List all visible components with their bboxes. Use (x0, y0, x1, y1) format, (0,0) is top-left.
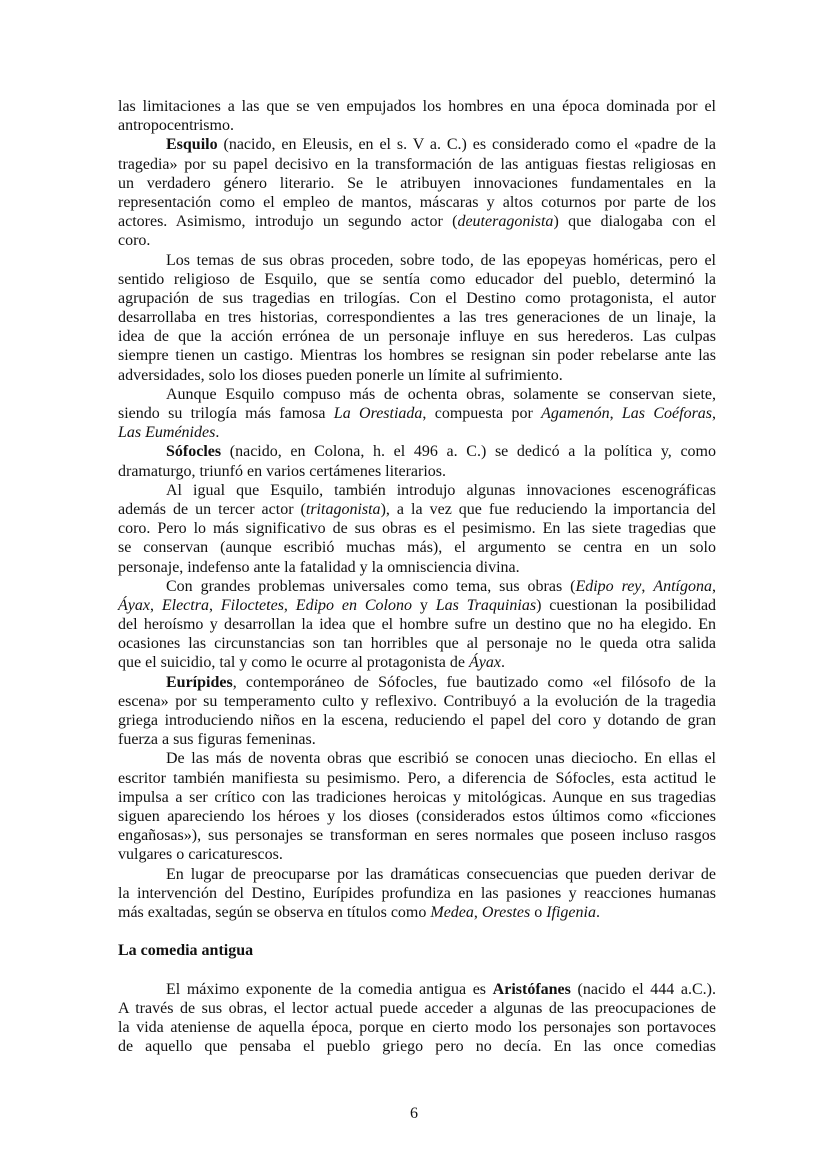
text-line (118, 251, 716, 270)
text-run: , (641, 577, 654, 595)
text-line (118, 174, 716, 193)
text-line (118, 270, 716, 289)
text-run: ocasiones las circunstancias son tan horribles que al personaje no le queda otra salida (118, 635, 716, 653)
italic-text: Ifigenia (546, 903, 596, 921)
text-line (118, 826, 716, 845)
text-run: , (208, 596, 221, 614)
text-line (118, 788, 716, 807)
text-run: desarrollaba en tres historias, correspondientes a las tres generaciones de un linaje, la (118, 309, 716, 327)
italic-text: Filoctetes (220, 596, 284, 614)
paragraph (118, 980, 716, 1057)
text-line (118, 865, 716, 884)
text-run: coro. (118, 232, 151, 250)
text-line (118, 884, 716, 903)
italic-text: Las Euménides (118, 424, 216, 442)
paragraph (118, 673, 716, 750)
italic-text: La Orestiada (333, 405, 423, 422)
text-line (118, 903, 716, 922)
paragraph (118, 749, 716, 864)
text-run: , (712, 405, 717, 422)
italic-text: Agamenón (541, 405, 610, 422)
text-line (118, 769, 716, 788)
italic-text: Áyax (469, 654, 501, 672)
text-line (118, 1037, 716, 1056)
text-run: que el suicidio, tal y como le ocurre al protagonista de (118, 654, 469, 672)
text-line (118, 481, 716, 500)
text-run: siempre tienen un castigo. Mientras los hombres se resignan sin poder rebelarse ante las (118, 347, 716, 365)
italic-text: deuteragonista (457, 213, 554, 231)
text-run: (nacido, en Eleusis, en el s. V a. C.) es considerado como el «padre de la (217, 136, 716, 154)
text-run: sentido religioso de Esquilo, que se sentía como educador del pueblo, determinó la (118, 270, 716, 288)
paragraph (118, 135, 716, 250)
paragraph (118, 97, 716, 135)
text-line (118, 155, 716, 174)
text-run: la intervención del Destino, Eurípides profundiza en las pasiones y reacciones humanas (118, 884, 716, 902)
text-line (118, 519, 716, 538)
text-run: , (283, 596, 296, 614)
text-line (118, 634, 716, 653)
text-run: se conservan (aunque escribió muchas más), el argumento se centra en un solo (118, 539, 716, 557)
text-run: griega introduciendo niños en la escena, reduciendo el papel del coro y dotando de gran (118, 712, 716, 729)
text-line (118, 366, 716, 385)
text-run: tragedia» por su papel decisivo en la transformación de las antiguas fiestas religiosas en (118, 155, 716, 173)
italic-text: Orestes (481, 903, 531, 921)
text-line (118, 462, 716, 481)
text-run: El máximo exponente de la comedia antigua es (166, 980, 493, 998)
text-line (118, 231, 716, 250)
text-run: actores. Asimismo, introdujo un segundo actor ( (118, 213, 458, 231)
italic-text: Edipo en Colono (295, 596, 412, 614)
text-run: engañosas»), sus personajes se transforman en seres normales que poseen incluso rasgos (118, 827, 716, 845)
text-run: escritor también manifiesta su pesimismo. Pero, a diferencia de Sófocles, esta actitud le (118, 769, 716, 787)
text-run: , (609, 405, 622, 422)
text-line (118, 596, 716, 615)
text-run: , contemporáneo de Sófocles, fue bautizado como «el filósofo de la (232, 673, 716, 691)
text-run: vulgares o caricaturescos. (118, 846, 283, 864)
text-line (118, 135, 716, 154)
text-run: A través de sus obras, el lector actual puede acceder a algunas de las preocupaciones de (118, 999, 716, 1017)
text-line (118, 749, 716, 768)
page-number: 6 (410, 1105, 418, 1122)
text-line (118, 692, 716, 711)
text-run: Al igual que Esquilo, también introdujo algunas innovaciones escenográficas (166, 481, 716, 499)
paragraph (118, 251, 716, 385)
text-line (118, 327, 716, 346)
paragraph (118, 442, 716, 480)
text-line (118, 212, 716, 231)
bold-text: Esquilo (166, 136, 218, 154)
text-run: siguen apareciendo los héroes y los dioses (considerados estos últimos como «ficciones (118, 807, 716, 825)
text-line (118, 346, 716, 365)
paragraph (118, 385, 716, 443)
text-line (118, 980, 716, 999)
text-line (118, 577, 716, 596)
text-line (118, 845, 716, 864)
text-run: ) cuestionan la posibilidad (536, 596, 717, 614)
text-run: siendo su trilogía más famosa (118, 405, 334, 422)
italic-text: tritagonista (305, 500, 381, 518)
text-run: . (215, 424, 220, 442)
text-line (118, 615, 716, 634)
text-run: dramaturgo, triunfó en varios certámenes literarios. (118, 462, 447, 480)
text-run: , (149, 596, 162, 614)
text-run: de aquello que pensaba el pueblo griego pero no decía. En las once comedias (118, 1038, 716, 1056)
text-line (118, 1018, 716, 1037)
text-run: (nacido el 444 a.C.). (570, 980, 717, 998)
bold-text: Sófocles (166, 443, 222, 461)
italic-text: Medea (430, 903, 474, 921)
text-run: o (530, 903, 547, 921)
italic-text: Las Coéforas (621, 405, 713, 422)
text-run: , compuesta por (422, 405, 542, 422)
text-run: Aunque Esquilo compuso más de ochenta obras, solamente se conservan siete, (166, 385, 716, 403)
text-run: impulsa a ser crítico con las tradiciones heroicas y mitológicas. Aunque en sus tragedias (118, 788, 716, 806)
text-run: y (411, 596, 436, 614)
text-line (118, 999, 716, 1018)
text-line (118, 538, 716, 557)
blank-line (118, 960, 716, 979)
text-run: adversidades, solo los dioses pueden ponerle un límite al sufrimiento. (118, 366, 563, 384)
text-run: . (500, 654, 505, 672)
text-run: escena» por su temperamento culto y reflexivo. Contribuyó a la evolución de la tragedia (118, 692, 716, 710)
text-run: , (473, 903, 482, 921)
text-run: las limitaciones a las que se ven empujados los hombres en una época dominada por el (118, 98, 716, 115)
text-run: De las más de noventa obras que escribió se conocen unas dieciocho. En ellas el (166, 750, 716, 768)
text-line (118, 807, 716, 826)
text-run: ) que dialogaba con el (553, 213, 716, 231)
text-run: coro. Pero lo más significativo de sus obras es el pesimismo. En las siete tragedias que (118, 520, 716, 538)
italic-text: Áyax (118, 596, 150, 614)
text-run: Los temas de sus obras proceden, sobre todo, de las epopeyas homéricas, pero el (166, 251, 716, 269)
italic-text: Las Traquinias (435, 596, 537, 614)
blank-line (118, 922, 716, 941)
italic-text: Electra (161, 596, 209, 614)
text-run: ), a la vez que fue reduciendo la importancia del (380, 500, 716, 518)
text-line (118, 711, 716, 730)
text-run: . (595, 903, 600, 921)
text-run: la vida ateniense de aquella época, porque en cierto modo los personajes son portavoces (118, 1019, 716, 1036)
text-line (118, 673, 716, 692)
text-line (118, 385, 716, 404)
text-run: En lugar de preocuparse por las dramáticas consecuencias que pueden derivar de (166, 865, 716, 883)
text-run: (nacido, en Colona, h. el 496 a. C.) se dedicó a la política y, como (221, 443, 716, 461)
paragraph (118, 577, 716, 673)
text-run: personaje, indefenso ante la fatalidad y la omnisciencia divina. (118, 558, 520, 576)
text-run: un verdadero género literario. Se le atribuyen innovaciones fundamentales en la (118, 174, 716, 192)
paragraph (118, 481, 716, 577)
bold-text: Aristófanes (492, 980, 571, 998)
text-line (118, 289, 716, 308)
text-run: representación como el empleo de mantos, máscaras y altos coturnos por parte de los (118, 193, 716, 211)
text-line (118, 308, 716, 327)
text-run: Con grandes problemas universales como tema, sus obras ( (166, 577, 576, 595)
text-run: más exaltadas, según se observa en títulos como (118, 903, 431, 921)
text-run: , (712, 577, 716, 595)
text-run: del heroísmo y desarrollan la idea que el hombre sufre un destino que no ha elegido. En (118, 616, 716, 634)
text-line (118, 423, 716, 442)
text-line (118, 404, 716, 423)
italic-text: Antígona (653, 577, 712, 595)
text-line (118, 193, 716, 212)
text-line (118, 442, 716, 461)
bold-text: Eurípides (166, 673, 233, 691)
text-run: además de un tercer actor ( (118, 500, 306, 518)
text-run: idea de que la acción errónea de un personaje influye en sus herederos. Las culpas (118, 328, 716, 346)
text-line (118, 500, 716, 519)
text-line (118, 653, 716, 672)
text-run: fuerza a sus figuras femeninas. (118, 731, 316, 749)
paragraph (118, 865, 716, 923)
text-line (118, 558, 716, 577)
text-line (118, 97, 716, 116)
text-line (118, 116, 716, 135)
document-body (118, 97, 716, 1056)
text-line (118, 730, 716, 749)
section-heading: La comedia antigua (118, 942, 254, 960)
italic-text: Edipo rey (575, 577, 642, 595)
text-run: antropocentrismo. (118, 117, 234, 135)
text-run: agrupación de sus tragedias en trilogías. Con el Destino como protagonista, el autor (118, 289, 716, 307)
